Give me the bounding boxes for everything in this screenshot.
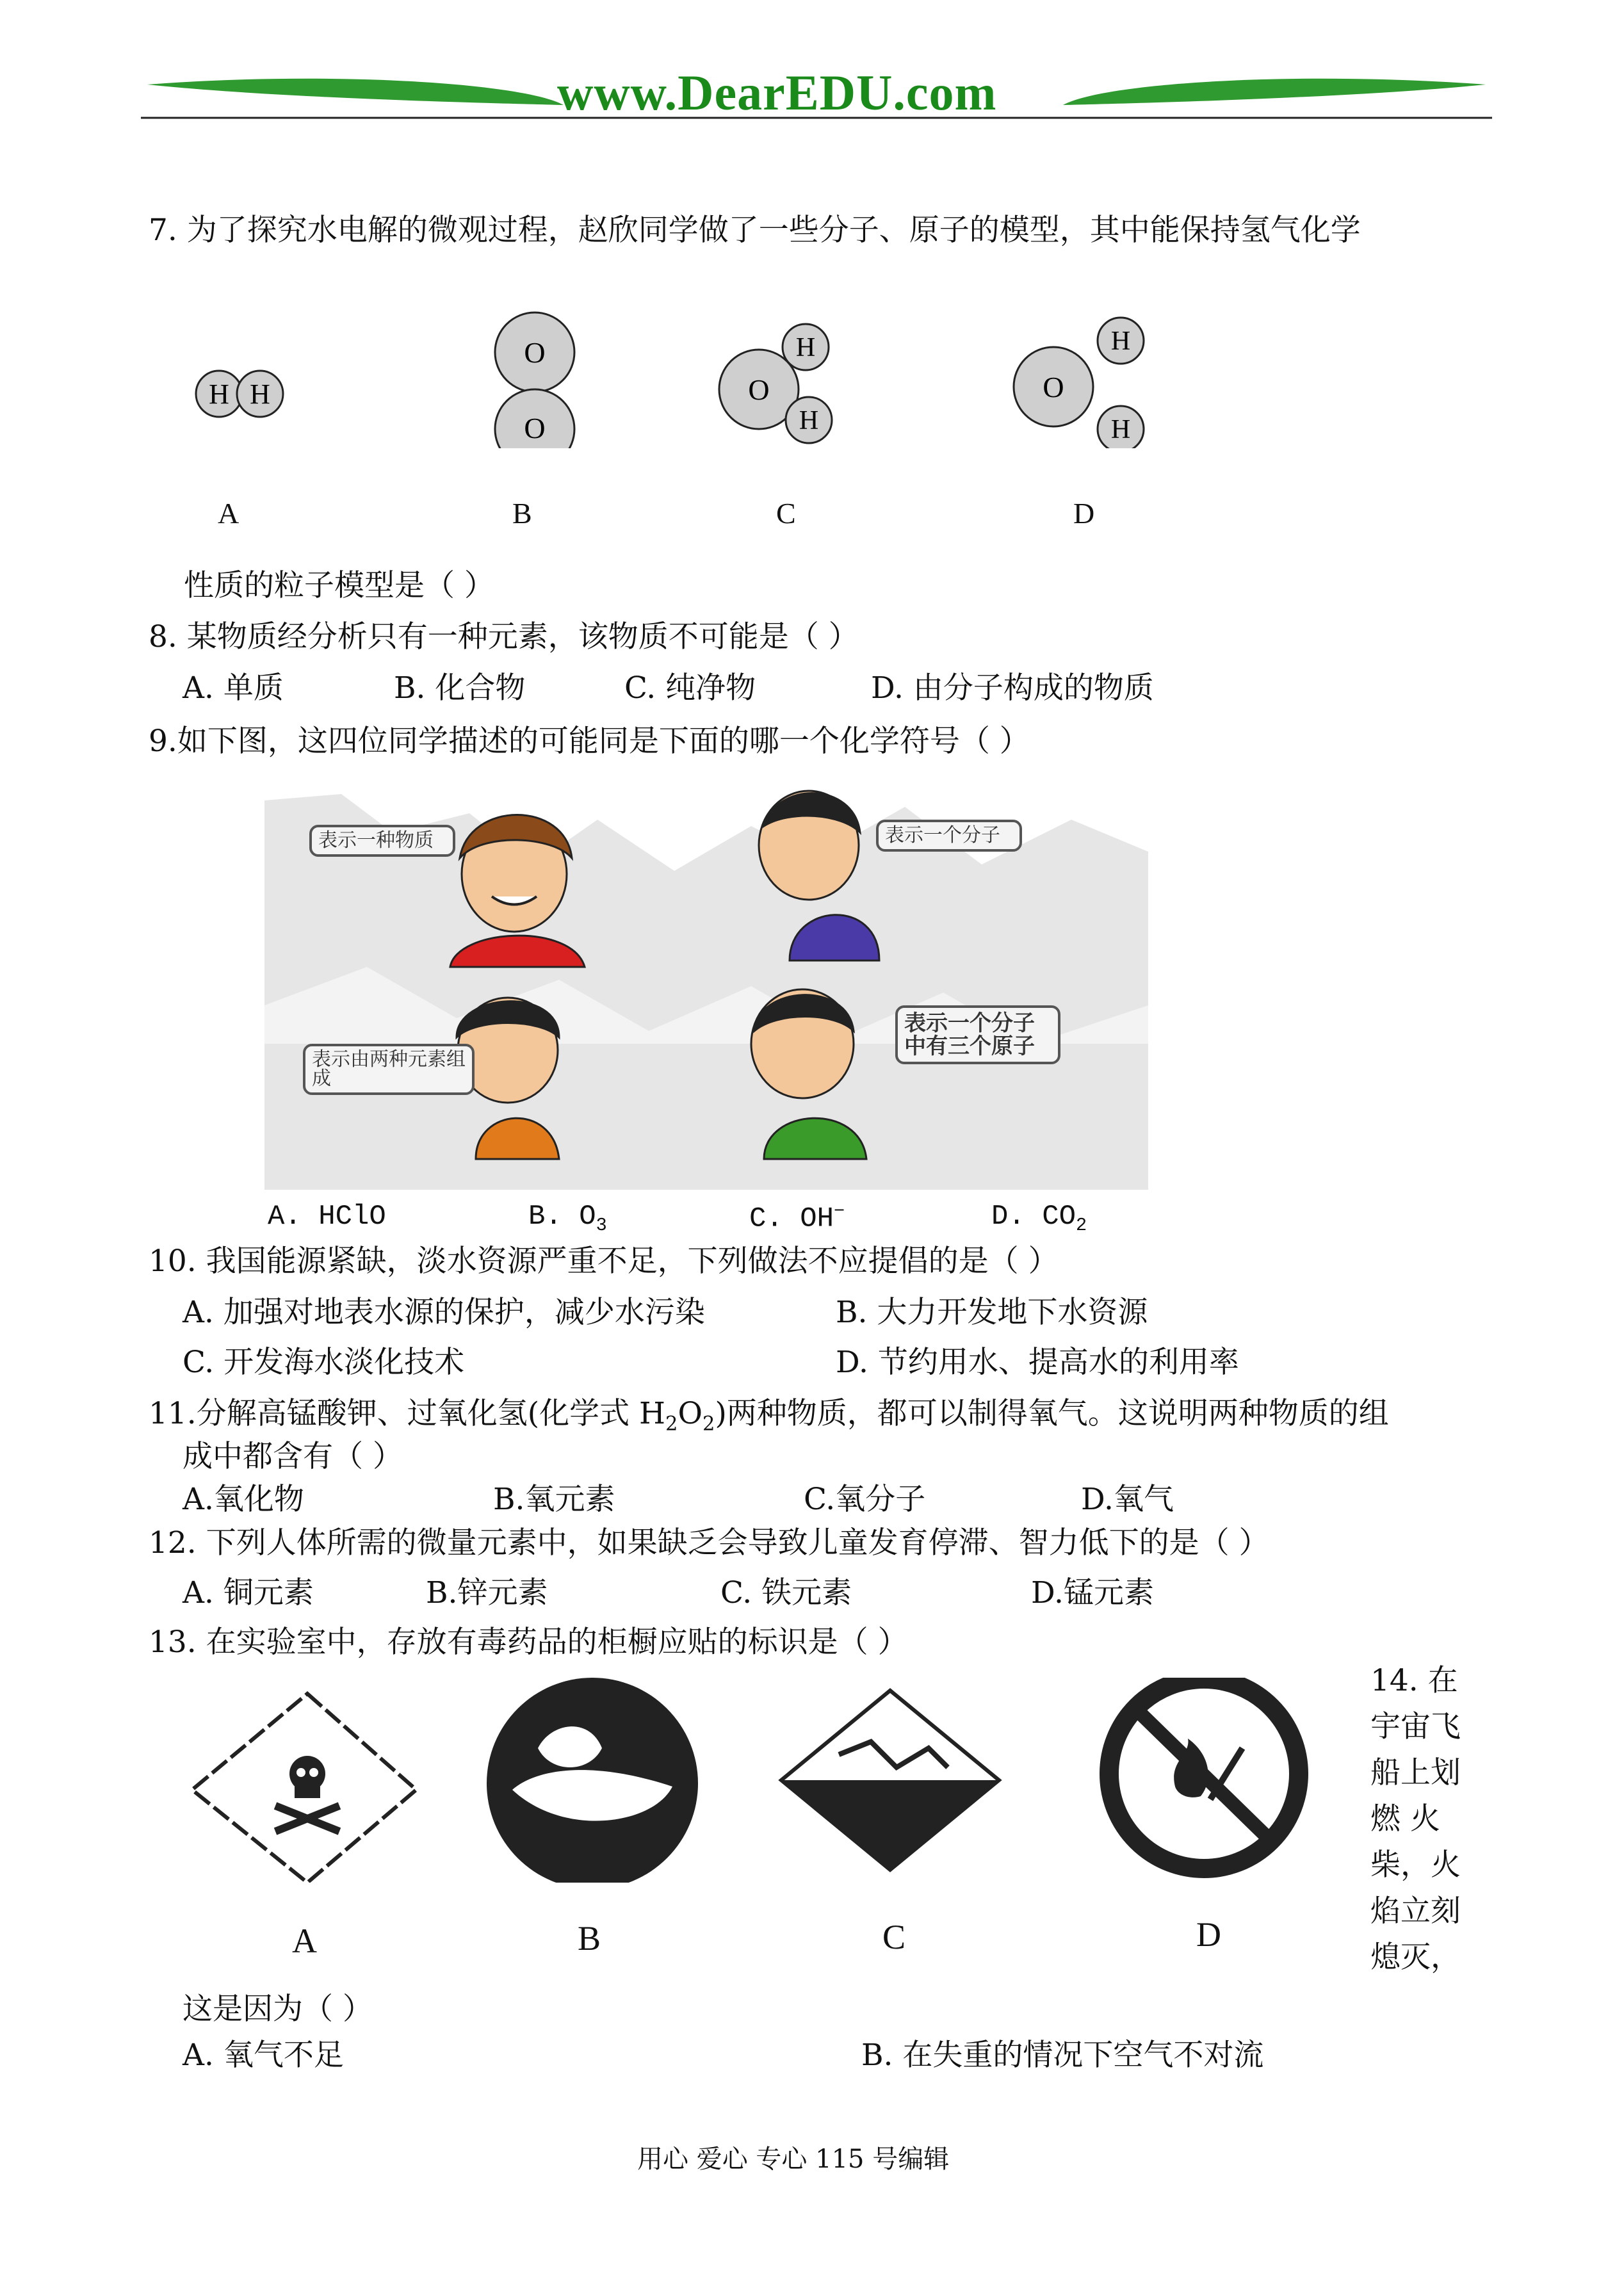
q9-option-b: B. $O_3$ (528, 1201, 607, 1236)
svg-text:H: H (1110, 327, 1131, 356)
q14-side-line-2: 宇宙飞 (1370, 1709, 1461, 1744)
q8-option-c: C. 纯净物 (624, 670, 756, 706)
q11-option-a: A.氧化物 (183, 1482, 304, 1517)
q10-option-c: C. 开发海水淡化技术 (183, 1345, 465, 1380)
q14-side-line-3: 船上划 (1370, 1755, 1461, 1790)
q13-label-a: A (292, 1922, 317, 1960)
site-logo: www.DearEDU.com (557, 65, 997, 120)
q12-stem: 12. 下列人体所需的微量元素中，如果缺乏会导致儿童发育停滞、智力低下的是（ ） (149, 1525, 1269, 1561)
q8-stem: 8. 某物质经分析只有一种元素，该物质不可能是（ ） (149, 619, 859, 654)
corrosive-diamond-sign-icon (781, 1691, 999, 1870)
q10-option-b: B. 大力开发地下水资源 (836, 1295, 1148, 1330)
q14-side-line-5: 柴，火 (1370, 1847, 1461, 1883)
svg-text:H: H (209, 378, 229, 410)
q14-side-line-4: 燃 火 (1370, 1801, 1440, 1837)
q13-label-d: D (1196, 1915, 1221, 1954)
model-b-oxygen-molecule (495, 312, 574, 448)
svg-text:O: O (1043, 371, 1064, 403)
q12-option-d: D.锰元素 (1031, 1575, 1154, 1610)
q14-option-a: A. 氧气不足 (183, 2038, 344, 2073)
q12-option-b: B.锌元素 (426, 1575, 548, 1610)
model-d-atoms-separate (1014, 318, 1144, 448)
q10-option-d: D. 节约用水、提高水的利用率 (836, 1345, 1239, 1380)
corrosive-sign-icon (487, 1678, 698, 1883)
q7-stem-line2: 性质的粒子模型是（ ） (184, 568, 494, 603)
no-open-flame-sign-icon (1109, 1679, 1299, 1869)
q7-label-c: C (776, 497, 796, 530)
q14-option-b: B. 在失重的情况下空气不对流 (861, 2038, 1264, 2073)
model-c-water-molecule (719, 324, 832, 443)
q7-label-a: A (218, 497, 240, 530)
speech-bubble-2: 表示一个分子 (876, 820, 1022, 852)
q14-side-line-1: 14. 在 (1370, 1663, 1458, 1698)
speech-bubble-4: 表示一个分子中有三个原子 (895, 1005, 1060, 1064)
q11-stem-line1: 11.分解高锰酸钾、过氧化氢(化学式 $H_2O_2$)两种物质，都可以制得氧气。这说明两种物质的组 (149, 1396, 1389, 1436)
q13-label-c: C (882, 1918, 906, 1956)
svg-text:O: O (748, 373, 770, 406)
q7-molecule-models (186, 307, 1146, 448)
q10-option-a: A. 加强对地表水源的保护，减少水污染 (183, 1295, 705, 1330)
q12-option-a: A. 铜元素 (183, 1575, 314, 1610)
q9-option-d: D. $CO_2$ (991, 1201, 1087, 1236)
q13-hazard-signs (179, 1678, 1332, 1883)
q9-stem: 9.如下图，这四位同学描述的可能同是下面的哪一个化学符号（ ） (149, 724, 1030, 759)
q11-option-b: B.氧元素 (493, 1482, 615, 1517)
q13-label-b: B (578, 1919, 601, 1958)
svg-text:H: H (795, 333, 816, 362)
q14-stem-cont: 这是因为（ ） (183, 1991, 373, 2027)
svg-text:H: H (1110, 415, 1131, 444)
q11-option-d: D.氧气 (1081, 1482, 1174, 1517)
q11-stem-line2: 成中都含有（ ） (183, 1439, 403, 1474)
svg-text:O: O (524, 336, 546, 369)
q9-option-a: A. HClO (268, 1201, 386, 1233)
toxic-sign-icon (192, 1694, 416, 1883)
svg-text:H: H (799, 406, 819, 435)
svg-text:H: H (250, 378, 270, 410)
q10-stem: 10. 我国能源紧缺，淡水资源严重不足，下列做法不应提倡的是（ ） (149, 1244, 1059, 1279)
q7-label-d: D (1073, 497, 1095, 530)
svg-text:O: O (524, 412, 546, 444)
q14-side-line-7: 熄灭， (1370, 1940, 1461, 1975)
model-a-hydrogen-molecule (196, 371, 283, 417)
q13-stem: 13. 在实验室中，存放有毒药品的柜橱应贴的标识是（ ） (149, 1625, 908, 1660)
q12-option-c: C. 铁元素 (720, 1575, 852, 1610)
page-footer: 用心 爱心 专心 115 号编辑 (637, 2145, 950, 2174)
q9-students-illustration (264, 775, 1148, 1190)
q8-option-b: B. 化合物 (394, 670, 526, 706)
q7-label-b: B (512, 497, 532, 530)
q8-option-d: D. 由分子构成的物质 (871, 670, 1154, 706)
q11-option-c: C.氧分子 (804, 1482, 926, 1517)
q7-stem-line1: 7. 为了探究水电解的微观过程，赵欣同学做了一些分子、原子的模型，其中能保持氢气化学 (149, 213, 1361, 248)
speech-bubble-1: 表示一种物质 (309, 825, 455, 857)
q9-option-c: C. OH− (749, 1201, 845, 1235)
q14-side-line-6: 焰立刻 (1370, 1894, 1461, 1929)
speech-bubble-3: 表示由两种元素组成 (303, 1044, 475, 1095)
q8-option-a: A. 单质 (183, 670, 284, 706)
